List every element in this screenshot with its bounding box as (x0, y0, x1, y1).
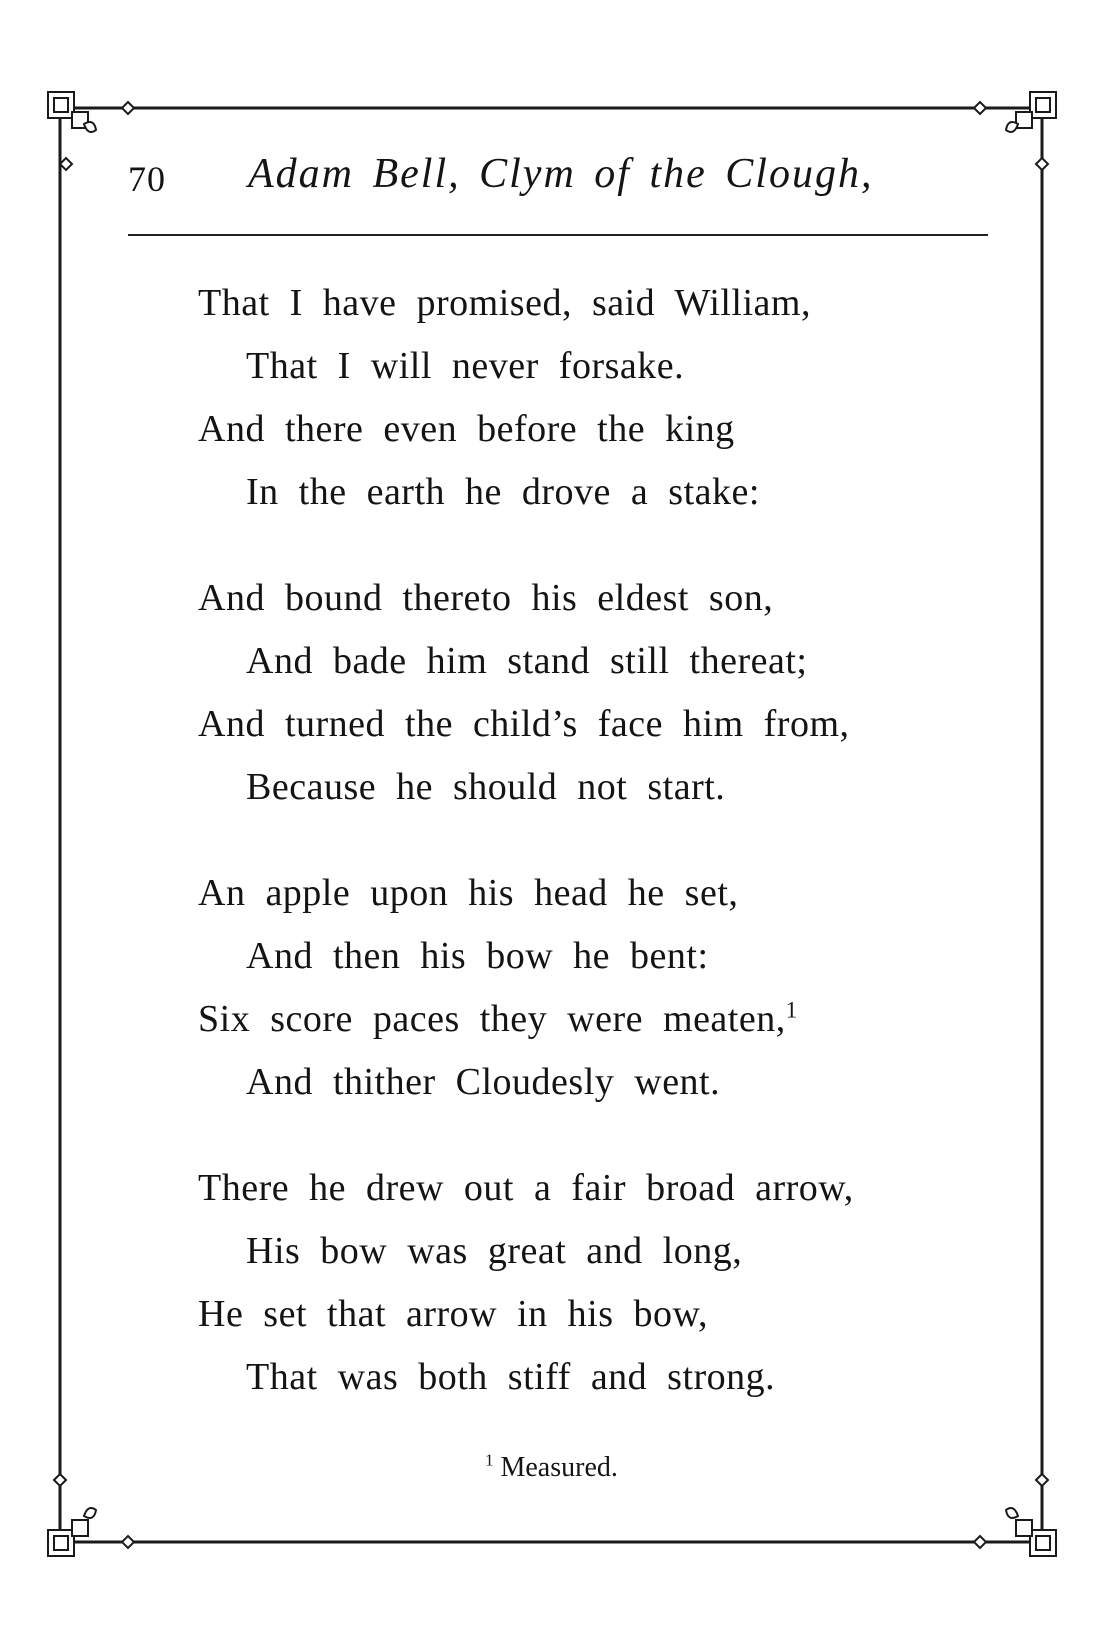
verse-line: And thither Cloudesly went. (246, 1061, 721, 1103)
stanza-2 (198, 567, 978, 819)
verse-line: And bade him stand still thereat; (246, 640, 808, 682)
verse-line: Because he should not start. (246, 766, 726, 808)
stanza-3 (198, 862, 978, 1114)
corner-ornament-bottom-right-icon (974, 1474, 1056, 1556)
poem-body (198, 272, 978, 1452)
running-head: Adam Bell, Clym of the Clough, (248, 151, 874, 197)
verse-line: And there even before the king (198, 408, 735, 450)
verse-line: He set that arrow in his bow, (198, 1293, 708, 1335)
stanza-1 (198, 272, 978, 524)
verse-line: And turned the child’s face him from, (198, 703, 850, 745)
verse-line: And then his bow he bent: (246, 935, 709, 977)
footnote (0, 1452, 1103, 1484)
footnote-marker: 1 (485, 1450, 494, 1470)
verse-line: And bound thereto his eldest son, (198, 577, 774, 619)
verse-line: That was both stiff and strong. (246, 1356, 776, 1398)
footnote-reference: 1 (785, 997, 798, 1023)
verse-line: His bow was great and long, (246, 1230, 743, 1272)
corner-ornament-top-right-icon (974, 92, 1056, 170)
verse-line: In the earth he drove a stake: (246, 471, 760, 513)
header-rule (128, 234, 988, 236)
verse-line: Six score paces they were meaten,$^1$ (198, 997, 798, 1040)
verse-line: An apple upon his head he set, (198, 872, 739, 914)
stanza-4 (198, 1157, 978, 1409)
footnote-text: Measured. (500, 1452, 618, 1483)
page-number: 70 (128, 159, 166, 199)
verse-line: That I will never forsake. (246, 345, 685, 387)
verse-line: That I have promised, said William, (198, 282, 811, 324)
verse-line: There he drew out a fair broad arrow, (198, 1167, 854, 1209)
